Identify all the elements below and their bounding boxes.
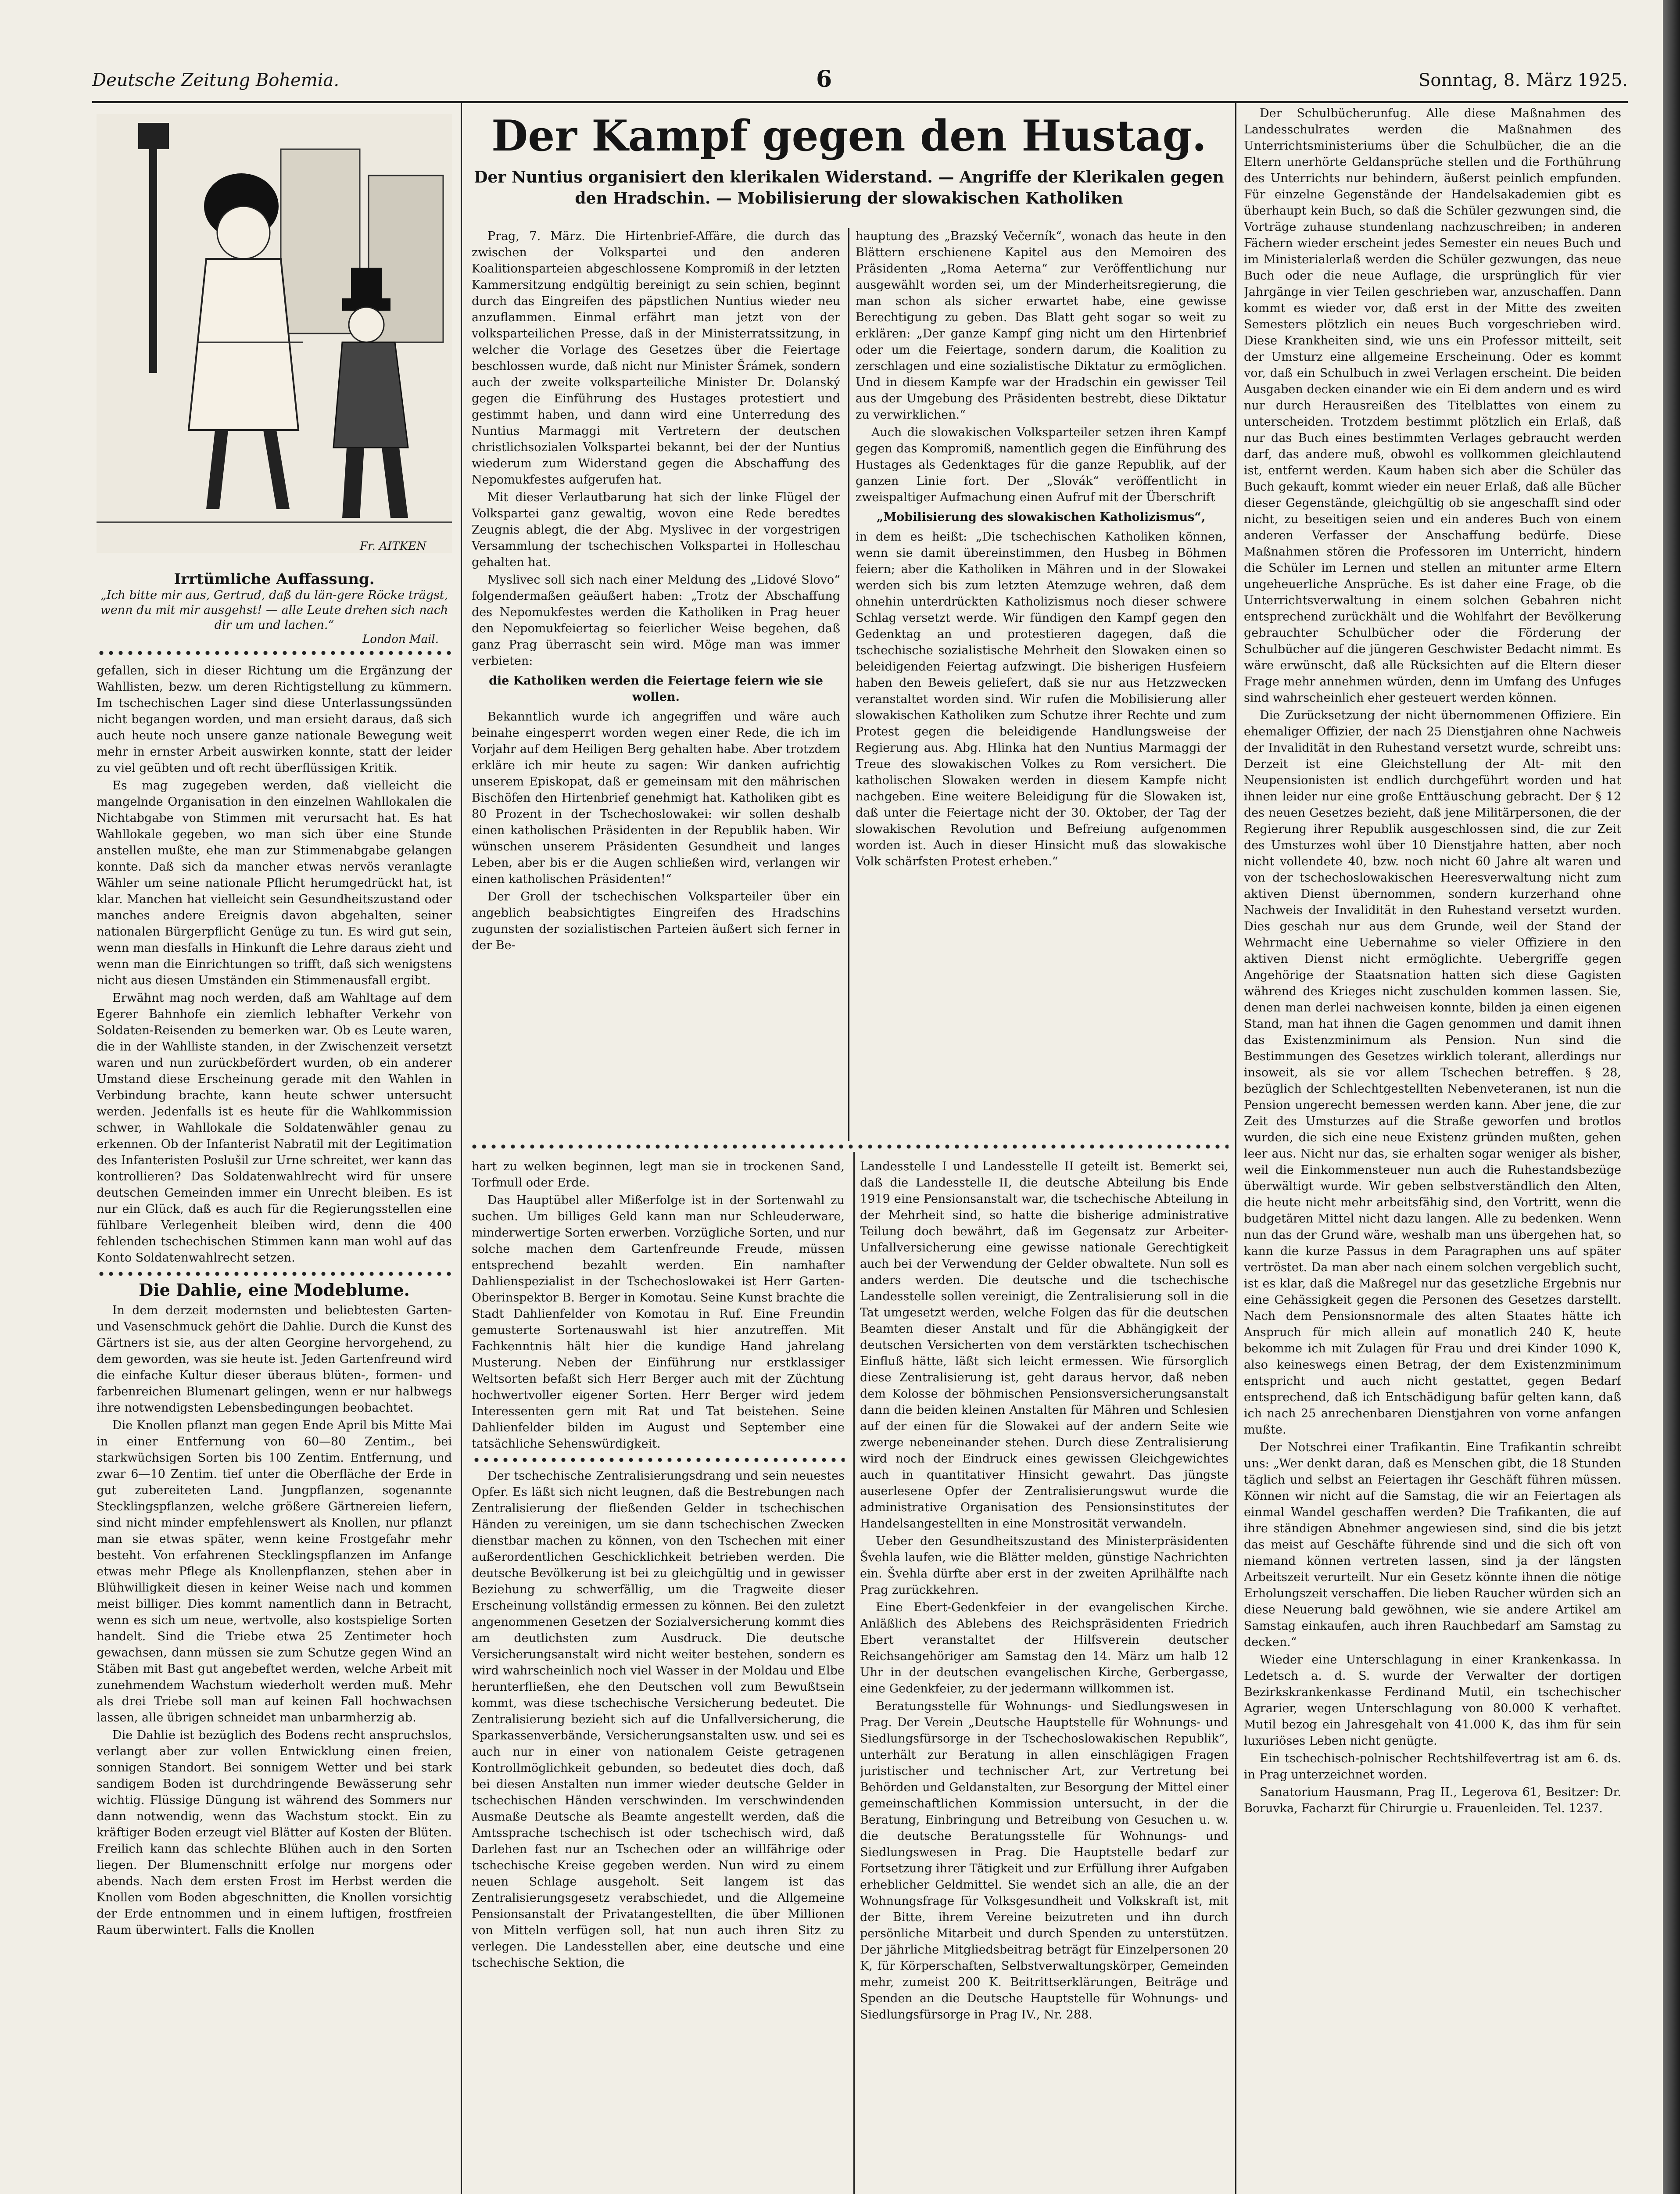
paragraph: gefallen, sich in dieser Richtung um die Ergänzung der Wahllisten, bezw. um deren Richtigstellung zu kümmern. Im tschechischen Lager sind diese Unterlassungssünden nicht begangen worden, und man ersieht daraus, daß sich auch heute noch unsere ganze nationale Bewegung weit mehr in ernster Arbeit auswirken konnte, statt der leider zu viel geübten und oft recht überflüssigen Kritik.	[97, 664, 452, 775]
paragraph: Prag, 7. März. Die Hirtenbrief-Affäre, die durch das zwischen der Volkspartei und den anderen Koalitionsparteien abgeschlossene Kompromiß in der letzten Kammersitzung endgültig bereinigt zu sein schien, beginnt durch das Eingreifen des päpstlichen Nuntius wieder neu anzuflammen. Einmal erfährt man jetzt von der volksparteilichen Presse, daß in der Ministerratssitzung, in welcher die Vorlage des Gesetzes über die Feiertage beschlossen wurde, daß nicht nur Minister Šrámek, sondern auch der zweite volksparteiliche Minister Dr. Dolanský gegen die Einführung des Hustages protestiert und gestimmt haben, und dann wird eine Unterredung des Nuntius Marmaggi mit Vertretern der deutschen christlichsozialen Volkspartei bekannt, bei der der Nuntius wiederum zum Widerstand gegen die Abschaffung des Nepomukfestes aufgerufen hat.	[472, 229, 840, 487]
paragraph: Der Groll der tschechischen Volksparteiler über ein angeblich beabsichtigtes Eingreifen des Hradschins zugunsten der sozialistischen Parteien äußert sich ferner in der Be-	[472, 890, 840, 952]
paragraph: Der Schulbücherunfug. Alle diese Maßnahmen des Landesschulrates werden die Maßnahmen des Unterrichtsministeriums über die Schulbücher, die an die Eltern unerhörte Geldansprüche stellen und die Forthührung des Unterrichts nur behindern, äußerst peinlich empfunden. Für einzelne Gegenstände der Handelsakademien gibt es überhaupt kein Buch, so daß die Schüler gezwungen sind, die Vorträge zuhause stundenlang nachzuschreiben; in anderen Fächern wieder erscheint jedes Semester ein neues Buch und im Ministerialerlaß werden die Schüler gezwungen, das neue Buch oder die neue Auflage, die ursprünglich für vier Jahrgänge in vier Teilen geschrieben war, anzuschaffen. Dann kommt es wieder vor, daß erst in der Mitte des zweiten Semesters plötzlich ein neues Buch vorgeschrieben wird. Diese Krankheiten sind, wie uns ein Professor mitteilt, seit der Umsturz eine allgemeine Erscheinung. Oder es kommt vor, daß ein Schulbuch in zwei Verlagen erscheint. Die beiden Ausgaben decken einander wie ein Ei dem andern und es wird nur durch Herausreißen des Titelblattes von einem zu unterscheiden. Trotzdem bestimmt plötzlich ein Erlaß, daß nur das Buch eines bestimmten Verlages gebraucht werden darf, das andere muß, obwohl es vollkommen gleichlautend ist, entfernt werden. Kaum haben sich aber die Schüler das Buch gekauft, kommt wieder ein neuer Erlaß, daß alle Bücher dieser Gegenstände, gleichgültig ob sie angeschafft sind oder nicht, zu beseitigen seien und ein anderes Buch von einem anderen Verfasser der Anschaffung bedürfe. Diese Maßnahmen stören die Professoren im Unterricht, hindern die Schüler im Lernen und stellen an mitunter arme Eltern ungeheuerliche Ansprüche. Es ist daher eine Frage, ob die Unterrichtsverwaltung in einem solchen Gebahren nicht entsprechend zurückhält und die Wohlfahrt der Bevölkerung gebrauchter Schulbücher oder die Förderung der Schulbücher auf die jüngeren Geschwister Bedacht nimmt. Es wäre erwünscht, daß alle Rücksichten auf die Eltern dieser Frage mehr annehmen würden, denn im Umfang des Unfuges sind wahrscheinlich eher gesteuert werden können.	[1244, 107, 1621, 705]
cartoon-caption	[97, 570, 452, 646]
column-rule	[461, 103, 462, 2194]
ornamental-divider	[469, 1143, 1229, 1150]
paragraph: Es mag zugegeben werden, daß vielleicht die mangelnde Organisation in den einzelnen Wahllokalen die Nichtabgabe von Stimmen mit verursacht hat. Es hat Wahllokale gegeben, wo man sich über eine Stunde anstellen mußte, ehe man zur Stimmenabgabe gelangen konnte. Daß sich da mancher etwas nervös veranlagte Wähler um seine nationale Pflicht herumgedrückt hat, ist klar. Manchen hat vielleicht sein Gesundheitszustand oder manches andere Ereignis davon abgehalten, seiner nationalen Bürgerpflicht Genüge zu tun. Es wird gut sein, wenn man diesfalls in Hinkunft die Lehre daraus zieht und wenn man die Einrichtungen so trifft, daß sich wenigstens nicht aus diesen Umständen ein Stimmenausfall ergibt.	[97, 779, 452, 987]
paragraph: Mit dieser Verlautbarung hat sich der linke Flügel der Volkspartei ganz gewaltig, wovon eine Rede beredtes Zeugnis ablegt, die der Abg. Myslivec in der vorgestrigen Versammlung der tschechischen Volkspartei in Holleschau gehalten hat.	[472, 491, 840, 569]
paragraph: Eine Ebert-Gedenkfeier in der evangelischen Kirche. Anläßlich des Ablebens des Reichspräsidenten Friedrich Ebert veranstaltet der Hilfsverein deutscher Reichsangehöriger am Samstag den 14. März um halb 12 Uhr in der deutschen evangelischen Kirche, Gerbergasse, eine Gedenkfeier, zu der jedermann willkommen ist.	[860, 1601, 1229, 1696]
paragraph: Die Dahlie ist bezüglich des Bodens recht anspruchslos, verlangt aber zur vollen Entwicklung einen freien, sonnigen Standort. Bei sonnigem Wetter und bei stark sandigem Boden ist durchdringende Bewässerung sehr wichtig. Flüssige Düngung ist während des Sommers nur dann notwendig, wenn das Wachstum stockt. Ein zu kräftiger Boden erzeugt viel Blätter auf Kosten der Blüten. Freilich kann das schlechte Blühen auch in den Sorten liegen. Der Blumenschnitt erfolge nur morgens oder abends. Nach dem ersten Frost im Herbst werden die Knollen vom Boden abgeschnitten, die Knollen vorsichtig der Erde entnommen und in einem luftigen, frostfreien Raum überwintert. Falls die Knollen	[97, 1728, 452, 1937]
main-subtitle: Der Nuntius organisiert den klerikalen Widerstand. — Angriffe der Klerikalen gegen den Hradschin. — Mobilisierung der slowakischen Katholiken	[474, 168, 1224, 208]
paragraph: Ein tschechisch-polnischer Rechtshilfevertrag ist am 6. ds. in Prag unterzeichnet worden.	[1244, 1752, 1621, 1782]
cartoon-signature: Fr. AITKEN	[360, 540, 426, 553]
paragraph: hart zu welken beginnen, legt man sie in trockenen Sand, Torfmull oder Erde.	[472, 1160, 845, 1190]
column-3	[472, 1158, 845, 2194]
section-title: Die Dahlie, eine Modeblume.	[139, 1280, 410, 1300]
binding-edge	[1663, 0, 1680, 2194]
paragraph: Wieder eine Unterschlagung in einer Krankenkassa. In Ledetsch a. d. S. wurde der Verwalter der dortigen Bezirkskrankenkasse Ferdinand Mutil, ein tschechischer Agrarier, wegen Unterschlagung von 80.000 K verhaftet. Mutil bezog ein Jahresgehalt von 41.000 K, das ihm für sein luxuriöses Leben nicht genügte.	[1244, 1653, 1621, 1748]
paragraph: Der Notschrei einer Trafikantin. Eine Trafikantin schreibt uns: „Wer denkt daran, daß es Menschen gibt, die 18 Stunden täglich und selbst an Feiertagen ihr Geschäft führen müssen. Können wir nicht auf die Samstag, die wir an Feiertagen als einmal Wandel geschaffen werden? Die Trafikanten, die auf ihre ständigen Abnehmer angewiesen sind, sind die bis jetzt das meist auf Geschäfte führende sind und die sich oft von niemand können vertreten lassen, sind ja der längsten Arbeitszeit verurteilt. Nur ein Gesetz könnte ihnen die nötige Erholungszeit verschaffen. Die lieben Raucher würden sich an diese Neuerung bald gewöhnen, wie sie andere Artikel am Samstag einkaufen, auch ihren Rauchbedarf am Samstag zu decken.“	[1244, 1441, 1621, 1649]
paragraph: Ueber den Gesundheitszustand des Ministerpräsidenten Švehla laufen, wie die Blätter melden, günstige Nachrichten ein. Švehla dürfte aber erst in der zweiten Aprilhälfte nach Prag zurückkehren.	[860, 1534, 1229, 1597]
paragraph: Sanatorium Hausmann, Prag II., Legerova 61, Besitzer: Dr. Boruvka, Facharzt für Chirurgie u. Frauenleiden. Tel. 1237.	[1244, 1785, 1621, 1815]
paragraph: In dem derzeit modernsten und beliebtesten Garten- und Vasenschmuck gehört die Dahlie. Durch die Kunst des Gärtners ist sie, aus der alten Georgine hervorgehend, zu dem geworden, was sie heute ist. Jeden Gartenfreund wird die einfache Kultur dieser überaus blüten-, formen- und farbenreichen Blumenart gelingen, wenn er nur halbwegs ihre notwendigsten Lebensbedingungen beobachtet.	[97, 1304, 452, 1415]
cartoon-title: Irrtümliche Auffassung.	[174, 570, 375, 588]
ornamental-divider	[97, 649, 452, 656]
paragraph: Das Hauptübel aller Mißerfolge ist in der Sortenwahl zu suchen. Um billiges Geld kann man nur Schleuderware, minderwertige Sorten erwerben. Vorzügliche Sorten, und nur solche machen dem Gartenfreunde Freude, müssen entsprechend bezahlt werden. Ein namhafter Dahlienspezialist in der Tschechoslowakei ist Herr Garten-Oberinspektor B. Berger in Komotau. Seine Kunst brachte die Stadt Dahlienfelder von Komotau in Ruf. Eine Freundin gemusterte Sortenauswahl ist hier anzutreffen. Mit Fachkenntnis hält hier die kundige Hand jahrelang Musterung. Neben der Einführung nur erstklassiger Weltsorten befaßt sich Herr Berger auch mit der Züchtung hochwertvoller eigener Sorten. Herr Berger wird jedem Interessenten gern mit Rat und Tat beistehen. Seine Dahlienfelder bilden im August und September eine tatsächliche Sehenswürdigkeit.	[472, 1194, 845, 1451]
paragraph: Die Knollen pflanzt man gegen Ende April bis Mitte Mai in einer Entfernung von 60—80 Zentim., bei starkwüchsigen Sorten bis 100 Zentim. Entfernung, und zwar 6—10 Zentim. tief unter die Oberfläche der Erde in gut zubereiteten Land. Jungpflanzen, sogenannte Stecklingspflanzen, welche größere Gärtnereien liefern, sind nicht minder empfehlenswert als Knollen, nur pflanzt man sie etwas später, wenn keine Frostgefahr mehr besteht. Von erfahrenen Stecklingspflanzen im Anfange etwas mehr Pflege als Knollenpflanzen, stehen aber in Blühwilligkeit diesen in keiner Weise nach und kommen meist billiger. Dies kommt namentlich dann in Betracht, wenn es sich um neue, wertvolle, also kostspielige Sorten handelt. Sind die Triebe etwa 25 Zentimeter hoch gewachsen, dann müssen sie zum Schutze gegen Wind an Stäben mit Bast gut angebeftet werden, welche Arbeit mit zunehmendem Wachstum wiederholt werden muß. Mehr als drei Triebe soll man auf keinen Fall hochwachsen lassen, alle übrigen schneidet man unbarmherzig ab.	[97, 1419, 452, 1724]
paragraph: Die Zurücksetzung der nicht übernommenen Offiziere. Ein ehemaliger Offizier, der nach 25 Dienstjahren ohne Nachweis der Invalidität in den Ruhestand versetzt wurde, schreibt uns: Derzeit ist eine Gleichstellung der Alt- mit den Neupensionisten ist endlich durchgeführt worden und hat ihnen leider nur eine große Enttäuschung gebracht. Der § 12 des neuen Gesetzes bezieht, daß jene Militärpersonen, die der Regierung ihrer Republik ausgeschlossen sind, die zur Zeit des Umsturzes wohl über 10 Dienstjahre hatten, aber noch nicht vollendete 40, bzw. noch nicht 60 Jahre alt waren und von der tschechoslowakischen Heeresverwaltung nicht zum aktiven Dienst übernommen, sondern kurzerhand ohne Nachweis der Invalidität in den Ruhestand versetzt wurden. Dies geschah nur aus dem Grunde, weil der Stand der Wehrmacht eine Uebernahme so vieler Offiziere in den aktiven Dienst nicht ermöglichte. Uebergriffe gegen Angehörige der Staatsnation hatten sich diese Gagisten während des Krieges nicht zuschulden kommen lassen. Sie, denen man derlei nachweisen konnte, bilden ja einen eigenen Stand, man hat ihnen die Gagen genommen und damit ihnen das Existenzminimum als Pension. Nun sind die Bestimmungen des Gesetzes wirklich tolerant, allerdings nur insoweit, als sie vor allem Tschechen betreffen. § 28, bezüglich der Schlechtgestellten Nebenveteranen, ist nun die Pension ungerecht bemessen werden kann. Aber jene, die zur Zeit des Umsturzes auf die Straße geworfen und brotlos wurden, die sich eine neue Existenz gründen mußten, gehen leer aus. Nicht nur das, sie erhalten sogar weniger als bisher, weil die Einkommensteuer nun auch die Ruhestandsbezüge überwältigt wurde. Wir geben selbstverständlich den Alten, die heute nicht mehr arbeitsfähig sind, den Vortritt, wenn die budgetären Mittel nicht dazu langen. Alle zu bedenken. Wenn nun das der Grund wäre, weshalb man uns übergehen hat, so kann die kurze Passus in dem Paragraphen uns auf später vertröstet. Da man aber nach einem solchen vergeblich sucht, ist es klar, daß die Maßregel nur das gesetzliche Ergebnis nur eine Gehässigkeit gegen die Personen des Gesetzes darstellt. Nach dem Pensionsnormale des alten Staates hätte ich Anspruch für mich allein auf monatlich 240 K, heute bekomme ich mit Zulagen für Frau und drei Kinder 1090 K, also keineswegs einen Betrag, der dem Existenzminimum entspricht und auch nicht gestattet, gegen Bedarf entsprechend, daß ich Entschädigung bafür gelten kann, daß ich nach 25 anrechenbaren Dienstjahren von vorne anfangen mußte.	[1244, 709, 1621, 1437]
main-headline: Der Kampf gegen den Hustag.	[491, 111, 1207, 161]
bold-statement: „Mobilisierung des slowakischen Katholizismus“,	[876, 510, 1206, 524]
issue-date: Sonntag, 8. März 1925.	[1418, 70, 1628, 90]
paragraph: Bekanntlich wurde ich angegriffen und wäre auch beinahe eingesperrt worden wegen einer Rede, die ich im Vorjahr auf dem Heiligen Berg gehalten habe. Aber trotzdem erkläre ich mir heute zu sagen: Wir danken aufrichtig unserem Episkopat, daß er gemeinsam mit den mährischen Bischöfen den Hirtenbrief genehmigt hat. Katholiken gibt es 80 Prozent in der Tschechoslowakei: wir sollen deshalb einen katholischen Präsidenten in der Republik haben. Wir wünschen unserem Präsidenten Gesundheit und langes Leben, aber bis er die Augen schließen wird, verlangen wir einen katholischen Präsidenten!“	[472, 710, 840, 886]
column-5	[1244, 105, 1621, 2194]
column-rule	[853, 1152, 855, 2194]
paragraph: Der tschechische Zentralisierungsdrang und sein neuestes Opfer. Es läßt sich nicht leugnen, daß die Bestrebungen nach Zentralisierung der fließenden Gelder in tschechischen Händen zu vereinigen, um sie dann tschechischen Zwecken dienstbar machen zu können, von den Tschechen mit einer außerordentlichen Geschicklichkeit betrieben werden. Die deutsche Bevölkerung ist bei zu gleichgültig und in gewisser Beziehung zu schwerfällig, um die Tragweite dieser Erscheinung vollständig ermessen zu können. Bei den zuletzt angenommenen Gesetzen der Sozialversicherung kommt dies am deutlichsten zum Ausdruck. Die deutsche Versicherungsanstalt wird nicht weiter bestehen, sondern es wird wahrscheinlich noch viel Wasser in der Moldau und Elbe herunterfließen, ehe den Deutschen voll zum Bewußtsein kommt, was diese tschechische Versicherung bedeutet. Die Zentralisierung bezieht sich auf die Unfallversicherung, die Sparkassenverbände, Versicherungsanstalten usw. und sei es auch nur in einer von nationalem Geiste getragenen Kontrollmöglichkeit gebunden, so bedeutet dies doch, daß bei diesen Anstalten nun immer wieder deutsche Gelder in tschechischen Händen verschwinden. Im verschwindenden Ausmaße Deutsche als Beamte angestellt werden, daß die Amtssprache tschechisch ist oder tschechisch wird, daß Darlehen fast nur an Tschechen oder an willfährige oder tschechische Kreise gegeben werden. Nun wird zu einem neuen Schlage ausgeholt. Seit langem ist das Zentralisierungsgesetz verabschiedet, und die Allgemeine Pensionsanstalt der Privatangestellten, die über Millionen von Mitteln verfügen soll, hat nun auch ihren Sitz zu verlegen. Die Landesstellen aber, eine deutsche und eine tschechische Sektion, die	[472, 1469, 845, 1970]
column-rule	[848, 228, 849, 1141]
bold-statement: die Katholiken werden die Feiertage feiern wie sie wollen.	[489, 674, 823, 704]
paragraph: in dem es heißt: „Die tschechischen Katholiken können, wenn sie damit übereinstimmen, den Husbeg in Böhmen feiern; aber die Katholiken in Mähren und in der Slowakei werden sich bis zum letzten Atemzuge wehren, daß dem ohnehin unterdrückten Katholizismus noch dieser schwere Schlag versetzt werde. Wir fündigen den Kampf gegen den Gedenktag an und protestieren dagegen, daß die tschechische sozialistische Mehrheit den Slowaken einen so beleidigenden Feiertag aufzwingt. Die bisherigen Husfeiern haben den Beweis geliefert, daß sie nur aus Hetzzwecken veranstaltet worden sind. Wir rufen die Mobilisierung aller slowakischen Katholiken zum Schutze ihrer Rechte und zum Protest gegen die beleidigende Handlungsweise der Regierung aus. Abg. Hlinka hat den Nuntius Marmaggi der Treue des slowakischen Volkes zu Rom versichert. Die katholischen Slowaken werden in diesem Kampfe nicht nachgeben. Eine weitere Beleidigung für die Slowaken ist, daß unter die Feiertage nicht der 30. Oktober, der Tag der slowakischen Revolution und Befreiung aufgenommen worden ist. Auch in dieser Hinsicht muß das slowakische Volk schärfsten Protest erheben.“	[856, 530, 1226, 868]
paragraph: hauptung des „Brazský Večerník“, wonach das heute in den Blättern erschienene Kapitel aus den Memoiren des Präsidenten „Roma Aeterna“ zur Veröffentlichung nur ausgewählt worden sei, um der Minderheitsregierung, die man schon als sicher erwartet habe, eine gewisse Berechtigung zu geben. Das Blatt geht sogar so weit zu erklären: „Der ganze Kampf ging nicht um den Hirtenbrief oder um die Feiertage, sondern darum, die Koalition zu zerschlagen und eine sozialistische Diktatur zu ermöglichen. Und in diesem Kampfe war der Hradschin ein gewisser Teil aus der Umgebung des Präsidenten bestrebt, diese Diktatur zu verwirklichen.“	[856, 229, 1226, 422]
paper-name: Deutsche Zeitung Bohemia.	[92, 70, 340, 90]
main-article-left	[472, 228, 840, 1141]
column-1	[97, 663, 452, 2194]
paragraph: Myslivec soll sich nach einer Meldung des „Lidové Slovo“ folgendermaßen geäußert haben: „Trotz der Abschaffung des Nepomukfestes werden die Katholiken in Prag heuer den Nepomukfeiertag so feierlicher Weise begehen, daß ganz Prag überrascht sein wird. Möge man was immer verbieten:	[472, 573, 840, 668]
ornamental-divider	[97, 1270, 452, 1277]
page-header	[92, 66, 1628, 103]
page-number: 6	[816, 66, 832, 93]
column-rule	[1235, 103, 1236, 2194]
paragraph: Auch die slowakischen Volksparteiler setzen ihren Kampf gegen das Kompromiß, namentlich gegen die Einführung des Hustages als Gedenktages für die ganze Republik, auf der ganzen Linie fort. Der „Slovák“ veröffentlicht in zweispaltiger Aufmachung einen Aufruf mit der Überschrift	[856, 426, 1226, 504]
paragraph: Landesstelle I und Landesstelle II geteilt ist. Bemerkt sei, daß die Landesstelle II, die deutsche Abteilung bis Ende 1919 eine Pensionsanstalt war, die tschechische Abteilung in der Mehrheit sind, so hatte die bisherige administrative Teilung doch bewährt, daß im Gegensatz zur Arbeiter-Unfallversicherung eine gewisse nationale Gerechtigkeit auch bei der Verwendung der Gelder obwaltete. Nun soll es anders werden. Die deutsche und die tschechische Landesstelle sollen vereinigt, die Zentralisierung soll in die Tat umgesetzt werden, welche Folgen das für die deutschen Beamten dieser Anstalt und für die Abhängigkeit der deutschen Versicherten von dem verstärkten tschechischen Einfluß hätte, läßt sich leicht ermessen. Wie fürsorglich diese Zentralisierung ist, geht daraus hervor, daß neben dem Kolosse der böhmischen Pensionsversicherungsanstalt dann die beiden kleinen Anstalten für Mähren und Schlesien auf der einen für die Slowakei auf der andern Seite wie zwerge nebeneinander stehen. Durch diese Zentralisierung wird noch der Eindruck eines gewissen Gleichgewichtes auch in quantitativer Hinsicht gewahrt. Das jüngste auserlesene Opfer der Zentralisierungswut wurde die administrative Organisation des Pensionsinstitutes der Handelsangestellten in eine Monstrosität verwandeln.	[860, 1160, 1229, 1531]
paragraph: Erwähnt mag noch werden, daß am Wahltage auf dem Egerer Bahnhofe ein ziemlich lebhafter Verkehr von Soldaten-Reisenden zu bemerken war. Ob es Leute waren, die in der Wahlliste standen, in der Zwischenzeit versetzt waren und nun zurückbefördert wurden, ob ein anderer Umstand diese Erscheinung gerade mit den Wahlen in Verbindung brachte, kann heute schwer untersucht werden. Jedenfalls ist es heute für die Wahlkommission schwer, in Wahllokale die Soldatenwähler genau zu erkennen. Ob der Infanterist Nabratil mit der Legitimation des Infanteristen Poslušil zur Urne schreitet, wer kann das kontrollieren? Das Soldatenwahlrecht wird für unsere deutschen Gemeinden immer ein Unrecht bleiben. Es ist nur ein Glück, daß es auch für die Regierungsstellen eine fühlbare Verlegenheit bleiben wird, denn die 400 fehlenden tschechischen Stimmen kann man wohl auf das Konto Soldatenwahlrecht setzen.	[97, 991, 452, 1265]
cartoon-quote: „Ich bitte mir aus, Gertrud, daß du län-gere Röcke trägst, wenn du mit mir ausgehst! — alle Leute drehen sich nach dir um und lachen.“	[100, 588, 448, 632]
ornamental-divider	[472, 1456, 845, 1463]
cartoon-illustration	[97, 114, 452, 553]
column-4	[860, 1158, 1229, 2194]
cartoon-source: London Mail.	[362, 633, 439, 646]
main-article-right	[856, 228, 1226, 1141]
paragraph: Beratungsstelle für Wohnungs- und Siedlungswesen in Prag. Der Verein „Deutsche Hauptstelle für Wohnungs- und Siedlungsfürsorge in der Tschechoslowakischen Republik“, unterhält zur Beratung in allen einschlägigen Fragen juristischer und technischer Art, zur Vertretung bei Behörden und Geldanstalten, zur Besorgung der Mittel einer gemeinschaftlichen Kommission untersucht, in der die Beratung, Einbringung und Betreibung von Gesuchen u. w. die deutsche Beratungsstelle für Wohnungs- und Siedlungswesen in Prag. Die Hauptstelle bedarf zur Fortsetzung ihrer Tätigkeit und zur Erfüllung ihrer Aufgaben erheblicher Geldmittel. Sie wendet sich an alle, die an der Wohnungsfrage für Volksgesundheit und Volkskraft ist, mit der Bitte, ihrem Vereine beizutreten und ihn durch persönliche Mitarbeit und durch Spenden zu unterstützen. Der jährliche Mitgliedsbeitrag beträgt für Einzelpersonen 20 K, für Körperschaften, Selbstverwaltungskörper, Gemeinden mehr, zumeist 200 K. Beitrittserklärungen, Beiträge und Spenden an die Deutsche Hauptstelle für Wohnungs- und Siedlungsfürsorge in Prag IV., Nr. 288.	[860, 1699, 1229, 2022]
